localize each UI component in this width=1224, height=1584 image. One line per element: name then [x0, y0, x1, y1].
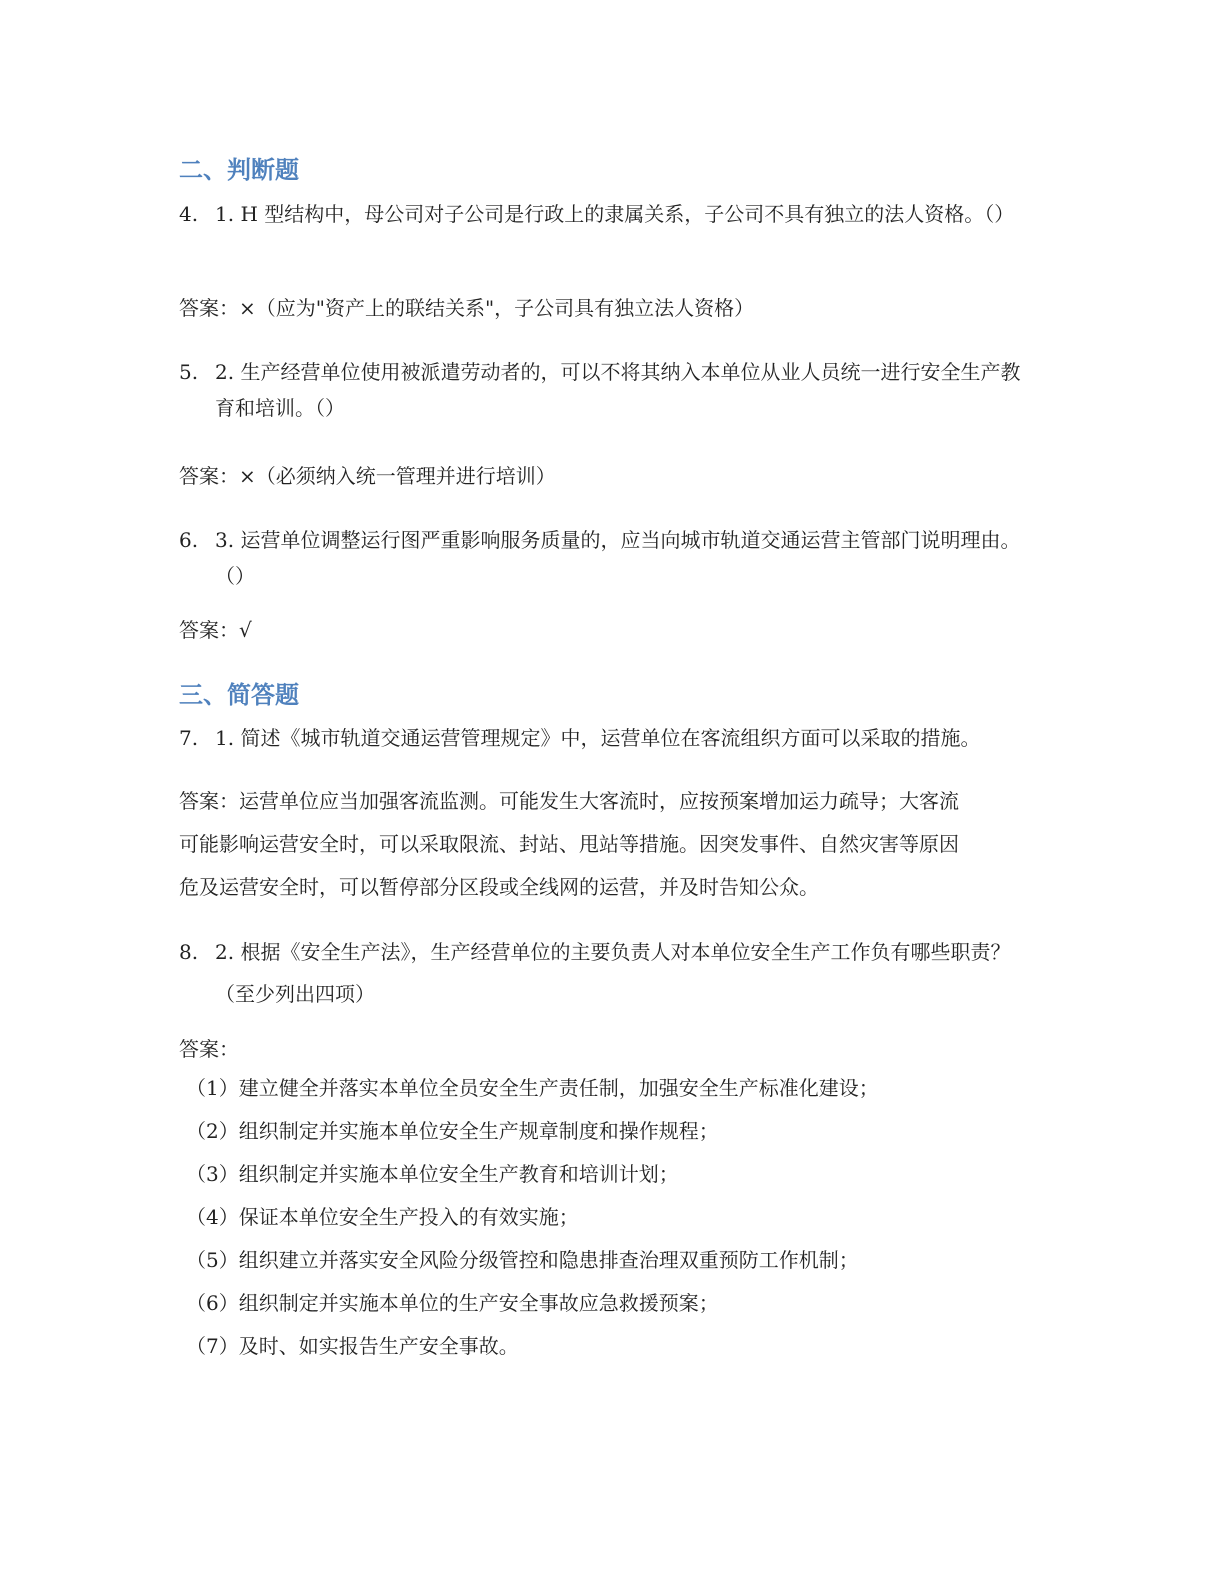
question-number: 4.: [179, 202, 199, 226]
answer-line: 答案：运营单位应当加强客流监测。可能发生大客流时，应按预案增加运力疏导；大客流: [179, 789, 959, 813]
question-text: 3. 运营单位调整运行图严重影响服务质量的，应当向城市轨道交通运营主管部门说明理由。（）: [215, 528, 1021, 588]
question-number: 7.: [179, 726, 199, 750]
question-number: 6.: [179, 528, 199, 552]
question-text: 1. 简述《城市轨道交通运营管理规定》中，运营单位在客流组织方面可以采取的措施。: [215, 726, 981, 750]
answer-list-item: （5）组织建立并落实安全风险分级管控和隐患排查治理双重预防工作机制；: [186, 1248, 859, 1272]
answer-list-item: （4）保证本单位安全生产投入的有效实施；: [186, 1205, 579, 1229]
question-6: [179, 522, 1029, 594]
question-text: 2. 根据《安全生产法》，生产经营单位的主要负责人对本单位安全生产工作负有哪些职责？（至少列出四项）: [215, 940, 1011, 1006]
answer-5: 答案：×（必须纳入统一管理并进行培训）: [179, 464, 556, 488]
question-4: [179, 196, 1059, 232]
answer-list-item: （3）组织制定并实施本单位安全生产教育和培训计划；: [186, 1162, 679, 1186]
question-number: 8.: [179, 940, 199, 964]
answer-8-label: 答案：: [179, 1037, 239, 1061]
question-5: [179, 354, 1029, 426]
answer-line: 可能影响运营安全时，可以采取限流、封站、甩站等措施。因突发事件、自然灾害等原因: [179, 832, 959, 856]
section-heading-judgment: 二、判断题: [179, 156, 299, 184]
question-number: 5.: [179, 360, 199, 384]
answer-line: 危及运营安全时，可以暂停部分区段或全线网的运营，并及时告知公众。: [179, 875, 819, 899]
answer-list-item: （7）及时、如实报告生产安全事故。: [186, 1334, 519, 1358]
question-8: [179, 931, 1029, 1015]
answer-list-item: （2）组织制定并实施本单位安全生产规章制度和操作规程；: [186, 1119, 719, 1143]
question-text: 1. H 型结构中，母公司对子公司是行政上的隶属关系，子公司不具有独立的法人资格。（）: [215, 202, 1015, 226]
answer-list-item: （6）组织制定并实施本单位的生产安全事故应急救援预案；: [186, 1291, 719, 1315]
answer-4: 答案：×（应为"资产上的联结关系"，子公司具有独立法人资格）: [179, 296, 755, 320]
section-heading-short-answer: 三、简答题: [179, 681, 299, 709]
answer-6: 答案：√: [179, 618, 252, 642]
answer-list-item: （1）建立健全并落实本单位全员安全生产责任制，加强安全生产标准化建设；: [186, 1076, 879, 1100]
answer-7: [179, 780, 1059, 909]
question-text: 2. 生产经营单位使用被派遣劳动者的，可以不将其纳入本单位从业人员统一进行安全生产教育和培训。（）: [215, 360, 1021, 420]
question-7: [179, 720, 1059, 756]
